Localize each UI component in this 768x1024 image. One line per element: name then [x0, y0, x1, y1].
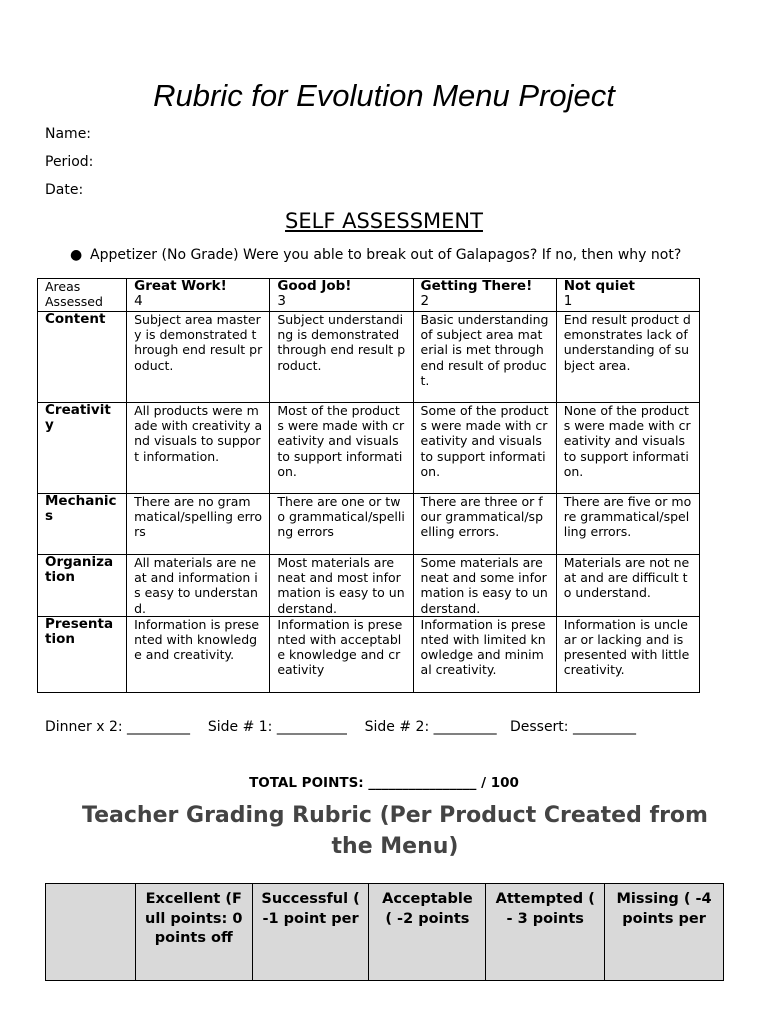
criterion-cell: Information is presented with knowledge and creativity. — [127, 616, 270, 692]
teacher-corner-cell — [46, 884, 136, 981]
table-row — [38, 494, 700, 555]
level-score: 4 — [134, 293, 143, 310]
self-assessment-rubric-table — [37, 278, 700, 693]
teacher-rubric-title: Teacher Grading Rubric (Per Product Created from the Menu) — [82, 803, 708, 859]
date-label: Date: — [45, 182, 84, 198]
bullet-icon: ● — [70, 247, 83, 263]
table-row — [38, 312, 700, 403]
level-header — [270, 279, 413, 312]
criterion-cell: Subject area mastery is demonstrated through end result product. — [127, 312, 270, 403]
teacher-rubric-table — [45, 883, 724, 981]
level-header — [556, 279, 699, 312]
teacher-level-header: Successful ( -1 point per — [252, 884, 369, 981]
level-header — [413, 279, 556, 312]
area-label: Presentation — [38, 616, 127, 692]
area-label: Mechanics — [38, 494, 127, 555]
menu-points-line: Dinner x 2: _________ Side # 1: __________ Side # 2: _________ Dessert: _________ — [45, 719, 636, 735]
level-header — [127, 279, 270, 312]
level-score: 3 — [277, 293, 286, 310]
corner-cell — [38, 279, 127, 312]
teacher-level-header: Acceptable ( -2 points — [369, 884, 486, 981]
criterion-cell: Subject understanding is demonstrated through end result product. — [270, 312, 413, 403]
appetizer-text: Appetizer (No Grade) Were you able to break out of Galapagos? If no, then why not? — [90, 247, 682, 263]
level-name: Good Job! — [277, 278, 352, 294]
criterion-cell: Most materials are neat and most information is easy to understand. — [270, 555, 413, 617]
area-label: Organization — [38, 555, 127, 617]
teacher-level-header: Excellent (Full points: 0 points off — [135, 884, 252, 981]
criterion-cell: None of the products were made with creativity and visuals to support information. — [556, 403, 699, 494]
criterion-cell: Information is unclear or lacking and is presented with little creativity. — [556, 616, 699, 692]
criterion-cell: End result product demonstrates lack of understanding of subject area. — [556, 312, 699, 403]
teacher-level-header: Attempted ( - 3 points — [486, 884, 605, 981]
level-score: 1 — [563, 293, 573, 310]
teacher-header-row — [46, 884, 724, 981]
table-row — [38, 403, 700, 494]
level-name: Getting There! — [420, 278, 533, 294]
document-title: Rubric for Evolution Menu Project — [153, 78, 615, 113]
criterion-cell: There are one or two grammatical/spelling errors — [270, 494, 413, 555]
level-score: 2 — [420, 293, 430, 310]
area-label: Content — [38, 312, 127, 403]
criterion-cell: Some materials are neat and some information is easy to understand. — [413, 555, 556, 617]
criterion-cell: Information is presented with limited knowledge and minimal creativity. — [413, 616, 556, 692]
criterion-cell: Materials are not neat and are difficult to understand. — [556, 555, 699, 617]
corner-line2: Assessed — [45, 294, 103, 310]
table-row — [38, 555, 700, 617]
criterion-cell: All products were made with creativity and visuals to support information. — [127, 403, 270, 494]
criterion-cell: Basic understanding of subject area material is met through end result of product. — [413, 312, 556, 403]
table-row — [38, 616, 700, 692]
corner-line1: Areas — [45, 279, 81, 294]
rubric-header-row — [38, 279, 700, 312]
criterion-cell: There are no grammatical/spelling errors — [127, 494, 270, 555]
self-assessment-heading: SELF ASSESSMENT — [285, 209, 483, 233]
criterion-cell: Some of the products were made with creativity and visuals to support information. — [413, 403, 556, 494]
level-name: Great Work! — [134, 278, 227, 294]
criterion-cell: There are five or more grammatical/spelling errors. — [556, 494, 699, 555]
criterion-cell: Information is presented with acceptable knowledge and creativity — [270, 616, 413, 692]
teacher-level-header: Missing ( -4 points per — [605, 884, 724, 981]
level-name: Not quiet — [563, 278, 635, 294]
criterion-cell: All materials are neat and information is easy to understand. — [127, 555, 270, 617]
area-label: Creativity — [38, 403, 127, 494]
total-points: TOTAL POINTS: ________________ / 100 — [249, 775, 519, 791]
appetizer-bullet — [70, 247, 681, 263]
criterion-cell: There are three or four grammatical/spelling errors. — [413, 494, 556, 555]
name-label: Name: — [45, 126, 92, 142]
period-label: Period: — [45, 154, 94, 170]
criterion-cell: Most of the products were made with creativity and visuals to support information. — [270, 403, 413, 494]
